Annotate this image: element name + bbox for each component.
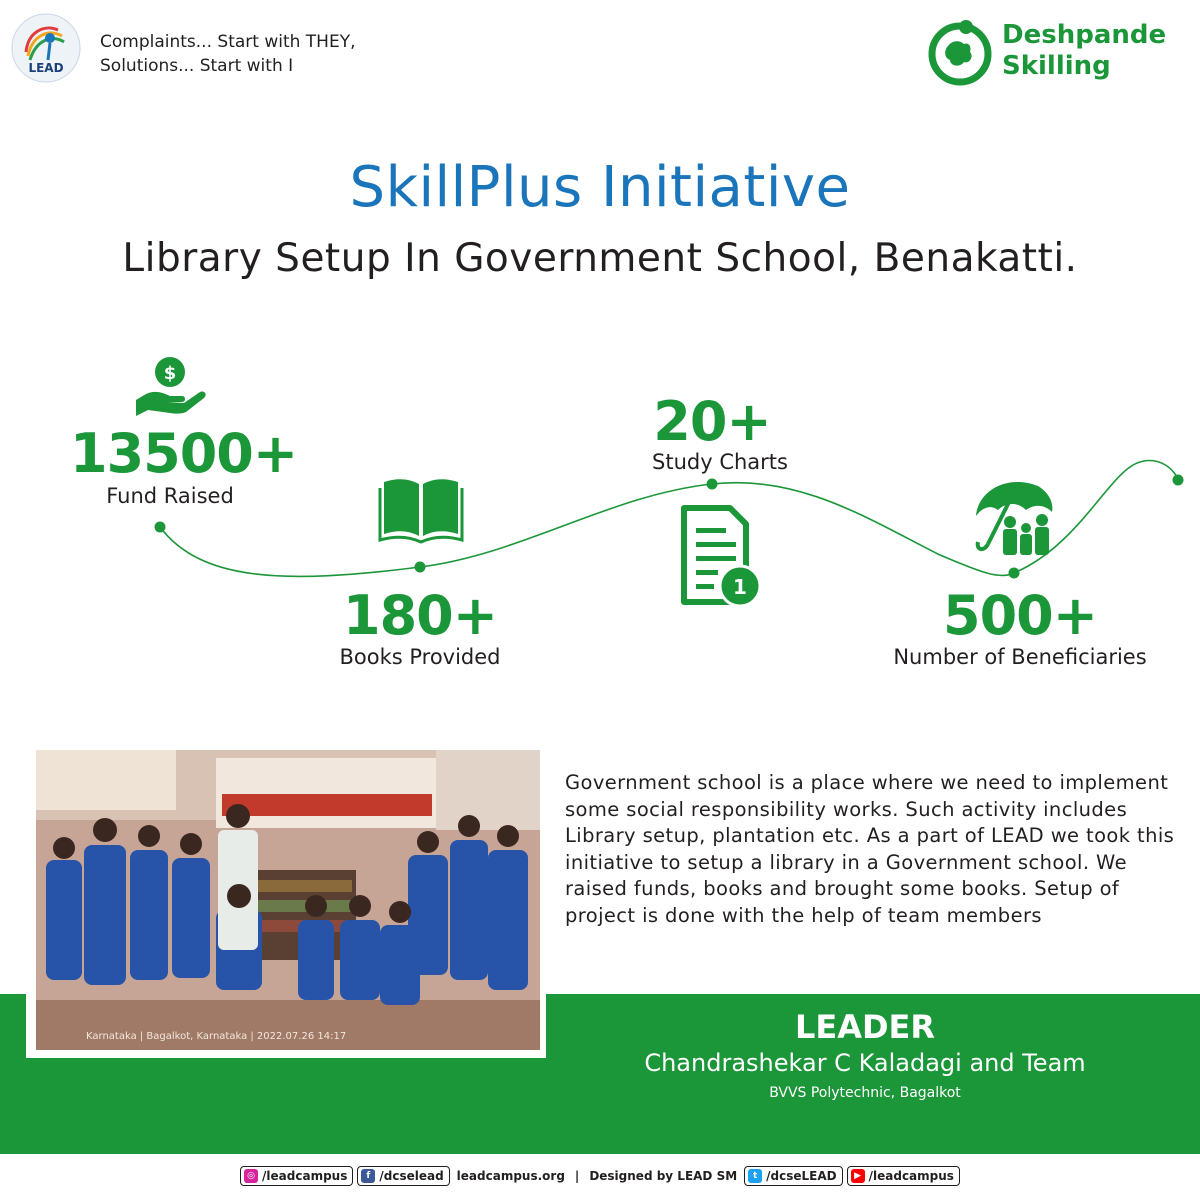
youtube-handle: /leadcampus — [868, 1169, 954, 1183]
footer-separator: | — [574, 1169, 580, 1183]
project-description: Government school is a place where we need to implement some social responsibility works. Such activity includes Library setup, plantation etc. As a part of LEAD we took this initiative to setup a library in a Government school. We raised funds, books and brought some books. Setup of project is done with the help of team members — [565, 771, 1175, 927]
svg-text:1: 1 — [733, 575, 747, 599]
page-subtitle: Library Setup In Government School, Benakatti. — [122, 236, 1078, 281]
youtube-icon: ▶ — [851, 1169, 865, 1183]
facebook-handle: /dcselead — [379, 1169, 444, 1183]
instagram-handle: /leadcampus — [262, 1169, 348, 1183]
tagline-line-2: Solutions... Start with I — [100, 56, 294, 76]
twitter-icon: t — [748, 1169, 762, 1183]
instagram-link[interactable] — [240, 1166, 353, 1186]
stat-value-books-provided: 180+ — [343, 584, 497, 647]
youtube-link[interactable] — [847, 1166, 960, 1186]
timeline-dot — [415, 562, 426, 573]
photo-caption: Karnataka | Bagalkot, Karnataka | 2022.07.26 14:17 — [86, 1031, 347, 1042]
document-chart-icon — [676, 504, 768, 608]
leader-name: Chandrashekar C Kaladagi and Team — [644, 1049, 1086, 1077]
leader-title: LEADER — [794, 1008, 936, 1046]
lead-logo — [10, 12, 82, 84]
twitter-link[interactable] — [744, 1166, 842, 1186]
instagram-icon: ◎ — [244, 1169, 258, 1183]
stat-value-beneficiaries: 500+ — [943, 584, 1097, 647]
svg-text:LEAD: LEAD — [28, 61, 64, 75]
page-title: SkillPlus Initiative — [349, 155, 851, 220]
timeline-dot — [707, 479, 718, 490]
facebook-link[interactable] — [357, 1166, 449, 1186]
timeline-dot — [1173, 475, 1184, 486]
tagline-line-1: Complaints... Start with THEY, — [100, 32, 356, 52]
facebook-icon: f — [361, 1169, 375, 1183]
timeline-dot — [155, 522, 166, 533]
stat-label-books-provided: Books Provided — [339, 645, 501, 669]
brand-name — [1002, 20, 1166, 82]
stat-label-beneficiaries: Number of Beneficiaries — [893, 645, 1147, 669]
website-link[interactable]: leadcampus.org — [456, 1169, 565, 1183]
umbrella-family-icon — [968, 472, 1060, 558]
brand-line-1: Deshpande — [1002, 20, 1167, 50]
team-photo — [36, 750, 540, 1050]
team-photo-illustration — [36, 750, 540, 1050]
leader-institution: BVVS Polytechnic, Bagalkot — [769, 1085, 961, 1101]
stat-label-study-charts: Study Charts — [652, 450, 788, 474]
deshpande-skilling-logo-icon — [926, 18, 994, 86]
svg-text:$: $ — [163, 363, 177, 384]
money-hand-icon — [130, 356, 210, 418]
stat-value-fund-raised: 13500+ — [70, 422, 298, 485]
designed-by-text: Designed by LEAD SM — [589, 1169, 738, 1183]
tagline — [100, 30, 356, 78]
brand-line-2: Skilling — [1002, 51, 1111, 81]
open-book-icon — [378, 472, 464, 544]
twitter-handle: /dcseLEAD — [766, 1169, 837, 1183]
stat-value-study-charts: 20+ — [653, 390, 771, 453]
stat-label-fund-raised: Fund Raised — [106, 484, 234, 508]
social-footer — [0, 1166, 1200, 1186]
timeline-dot — [1009, 568, 1020, 579]
